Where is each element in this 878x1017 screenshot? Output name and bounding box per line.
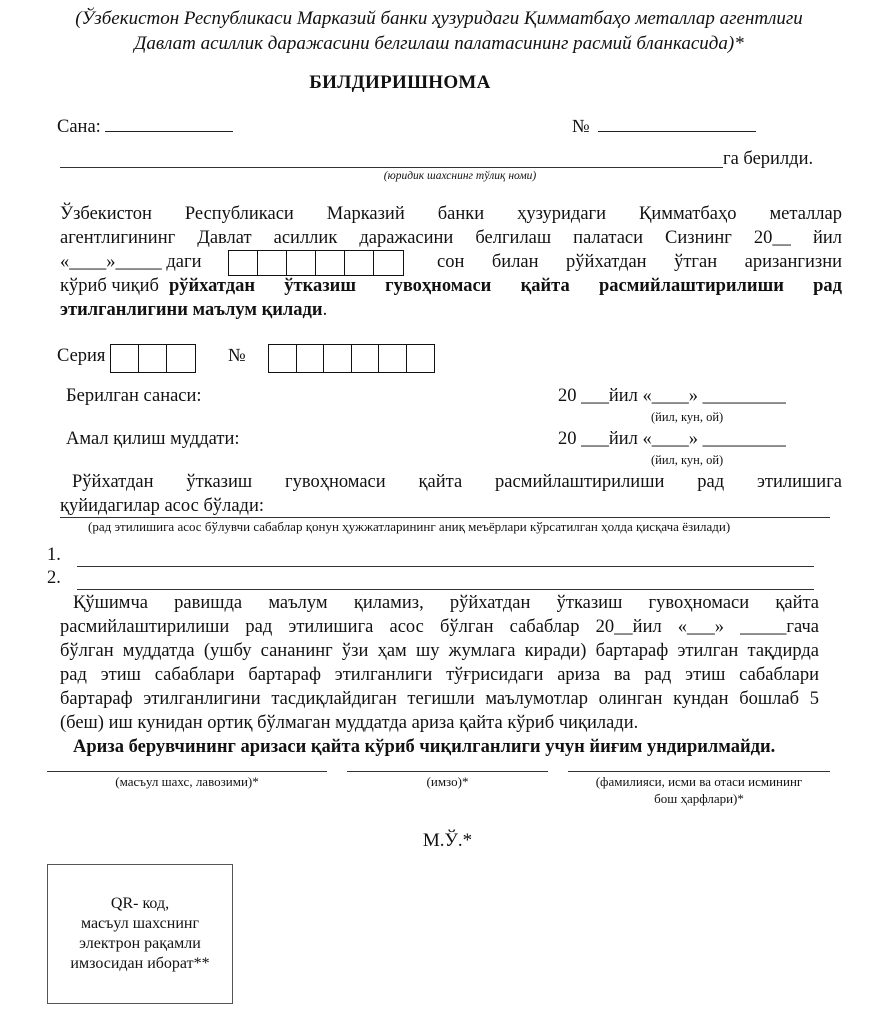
- intro-line-3a: «____»_____ даги: [60, 252, 202, 272]
- additional-line-1: Қўшимча равишда маълум қиламиз, рўйхатдан ўтказиш гувоҳномаси қайта: [73, 593, 819, 613]
- additional-line-6: (беш) иш кунидан ортиқ бўлмаган муддатда ариза қайта кўриб чиқилади.: [60, 713, 639, 733]
- additional-line-4: рад этиш сабаблари бартараф этилганлиги тўғрисидаги ариза ва рад этиш сабаблари: [60, 665, 819, 685]
- series-number-label: №: [228, 346, 246, 366]
- certificate-digit-box-4[interactable]: [352, 345, 380, 372]
- validity-caption: (йил, кун, ой): [651, 453, 724, 467]
- registration-digit-box-3[interactable]: [287, 251, 316, 275]
- full-name-caption-line-1: (фамилияси, исми ва отаси исмининг: [595, 774, 803, 789]
- issue-date-label: Берилган санаси:: [66, 386, 202, 406]
- qr-box-line-1: QR- код,: [110, 895, 170, 912]
- document-title: БИЛДИРИШНОМА: [309, 72, 491, 93]
- full-name-caption: [568, 773, 830, 807]
- grounds-line-1: Рўйхатдан ўтказиш гувоҳномаси қайта расмийлаштирилиши рад этилишига: [72, 472, 842, 492]
- certificate-digit-box-3[interactable]: [324, 345, 352, 372]
- validity-value[interactable]: 20 ___йил «____» _________: [558, 429, 786, 449]
- series-digit-box-2[interactable]: [139, 345, 167, 372]
- qr-box-line-4: имзосидан иборат**: [70, 955, 210, 972]
- intro-line-5-end: .: [322, 300, 328, 320]
- certificate-digit-box-1[interactable]: [269, 345, 297, 372]
- registration-digit-box-5[interactable]: [345, 251, 374, 275]
- responsible-person-line[interactable]: [47, 771, 327, 772]
- additional-line-3: бўлган муддатда (ушбу сананинг ўзи ҳам шу жумлага киради) бартараф этилган тақдирда: [60, 641, 819, 661]
- registration-digit-box-1[interactable]: [229, 251, 258, 275]
- validity-label: Амал қилиш муддати:: [66, 429, 240, 449]
- qr-code-placeholder: [47, 864, 233, 1004]
- signature-line[interactable]: [347, 771, 548, 772]
- intro-line-4: [60, 274, 842, 298]
- series-digit-box-3[interactable]: [167, 345, 195, 372]
- registration-number-boxes: [228, 250, 404, 276]
- responsible-person-caption: (масъул шахс, лавозими)*: [115, 774, 259, 789]
- intro-line-2: агентлигининг Давлат асиллик даражасини белгилаш палатаси Сизнинг 20__ йил: [60, 228, 842, 248]
- legal-entity-name-line[interactable]: [60, 167, 723, 168]
- ground-item-2-line[interactable]: [77, 589, 814, 590]
- intro-line-4a: кўриб чиқиб: [60, 276, 159, 296]
- qr-box-line-3: электрон рақамли: [79, 935, 201, 952]
- certificate-number-boxes: [268, 344, 435, 373]
- date-field: [57, 113, 233, 138]
- letterhead-line-1: (Ўзбекистон Республикаси Марказий банки ҳузуридаги Қимматбаҳо металлар агентлиги: [75, 8, 803, 29]
- ground-item-1-line[interactable]: [77, 566, 814, 567]
- series-digit-box-1[interactable]: [111, 345, 139, 372]
- intro-line-5: [60, 298, 327, 322]
- additional-line-2: расмийлаштирилиши рад этилишига асос бўлган сабаблар 20__йил «___» _____гача: [60, 617, 819, 637]
- certificate-digit-box-6[interactable]: [407, 345, 435, 372]
- certificate-digit-box-5[interactable]: [379, 345, 407, 372]
- qr-box-line-2: масъул шахснинг: [80, 915, 200, 932]
- registration-digit-box-6[interactable]: [374, 251, 403, 275]
- full-name-caption-line-2: бош ҳарфлари)*: [654, 791, 744, 806]
- fee-note: Ариза берувчининг аризаси қайта кўриб чиқилганлиги учун йиғим ундирилмайди.: [73, 737, 776, 757]
- registration-digit-box-2[interactable]: [258, 251, 287, 275]
- intro-line-5b: этилганлигини маълум қилади: [60, 300, 323, 320]
- full-name-line[interactable]: [568, 771, 830, 772]
- grounds-line-2: қуйидагилар асос бўлади:: [60, 496, 264, 516]
- letterhead-line-2: Давлат асиллик даражасини белгилаш палатасининг расмий бланкасида)*: [134, 33, 744, 54]
- stamp-place: М.Ў.*: [422, 830, 473, 851]
- grounds-underline[interactable]: [60, 517, 830, 518]
- number-label: №: [572, 117, 590, 137]
- issue-date-value[interactable]: 20 ___йил «____» _________: [558, 386, 786, 406]
- series-label: Серия: [57, 346, 106, 366]
- certificate-digit-box-2[interactable]: [297, 345, 325, 372]
- signature-caption: (имзо)*: [426, 774, 469, 789]
- registration-digit-box-4[interactable]: [316, 251, 345, 275]
- date-input-line[interactable]: [105, 113, 233, 132]
- number-field: [572, 113, 756, 138]
- intro-line-1: Ўзбекистон Республикаси Марказий банки ҳузуридаги Қимматбаҳо металлар: [60, 204, 842, 224]
- date-label: Сана:: [57, 117, 101, 137]
- series-boxes: [110, 344, 196, 373]
- issue-date-caption: (йил, кун, ой): [651, 410, 724, 424]
- additional-line-5: бартараф этилганлигини тасдиқлайдиган тегишли маълумотлар олинган кундан бошлаб 5: [60, 689, 819, 709]
- issued-to-suffix: га берилди.: [723, 149, 814, 169]
- number-input-line[interactable]: [598, 113, 756, 132]
- ground-item-1-number: 1.: [47, 545, 61, 565]
- intro-line-4b: рўйхатдан ўтказиш гувоҳномаси қайта расмийлаштирилиши рад: [168, 276, 842, 296]
- intro-line-3b: сон билан рўйхатдан ўтган аризангизни: [437, 252, 842, 272]
- legal-entity-caption: (юридик шахснинг тўлиқ номи): [383, 170, 537, 182]
- ground-item-2-number: 2.: [47, 568, 61, 588]
- grounds-caption: (рад этилишига асос бўлувчи сабаблар қонун ҳужжатларининг аниқ меъёрлари кўрсатилган ҳолда қисқача ёзилади): [88, 519, 731, 534]
